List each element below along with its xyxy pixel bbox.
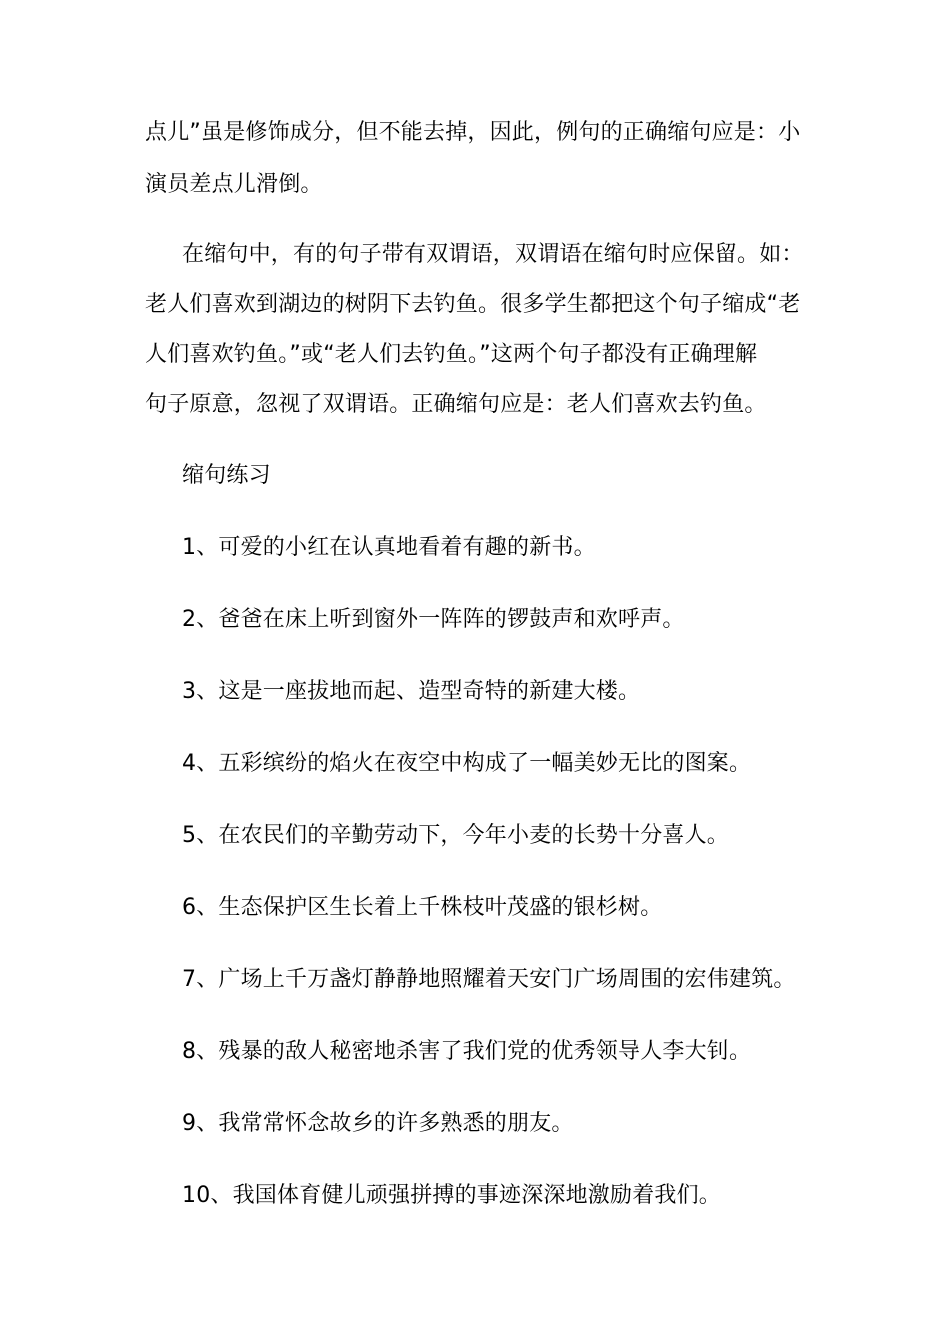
exercise-item-1: 1、可爱的小红在认真地看着有趣的新书。 (182, 535, 596, 560)
exercise-item-7: 7、广场上千万盏灯静静地照耀着天安门广场周围的宏伟建筑。 (182, 967, 796, 992)
exercise-item-3: 3、这是一座拔地而起、造型奇特的新建大楼。 (182, 679, 641, 704)
exercise-item-9: 9、我常常怀念故乡的许多熟悉的朋友。 (182, 1111, 574, 1136)
exercise-item-10: 10、我国体育健儿顽强拼搏的事迹深深地激励着我们。 (182, 1183, 721, 1208)
exercise-heading: 缩句练习 (182, 463, 271, 488)
exercise-item-8: 8、残暴的敌人秘密地杀害了我们党的优秀领导人李大钊。 (182, 1039, 752, 1064)
exercise-item-5: 5、在农民们的辛勤劳动下，今年小麦的长势十分喜人。 (182, 823, 729, 848)
paragraph2-line2: 老人们喜欢到湖边的树阴下去钓鱼。很多学生都把这个句子缩成“老 (145, 292, 801, 317)
exercise-item-4: 4、五彩缤纷的焰火在夜空中构成了一幅美妙无比的图案。 (182, 751, 752, 776)
paragraph2-line4: 句子原意，忽视了双谓语。正确缩句应是：老人们喜欢去钓鱼。 (145, 392, 767, 417)
paragraph2-line1: 在缩句中，有的句子带有双谓语，双谓语在缩句时应保留。如： (182, 242, 804, 267)
exercise-item-2: 2、爸爸在床上听到窗外一阵阵的锣鼓声和欢呼声。 (182, 607, 685, 632)
paragraph2-line3: 人们喜欢钓鱼。”或“老人们去钓鱼。”这两个句子都没有正确理解 (145, 342, 758, 367)
exercise-item-6: 6、生态保护区生长着上千株枝叶茂盛的银杉树。 (182, 895, 663, 920)
paragraph1-line2: 演员差点儿滑倒。 (145, 172, 323, 197)
paragraph1-line1: 点儿”虽是修饰成分，但不能去掉，因此，例句的正确缩句应是：小 (145, 120, 801, 145)
